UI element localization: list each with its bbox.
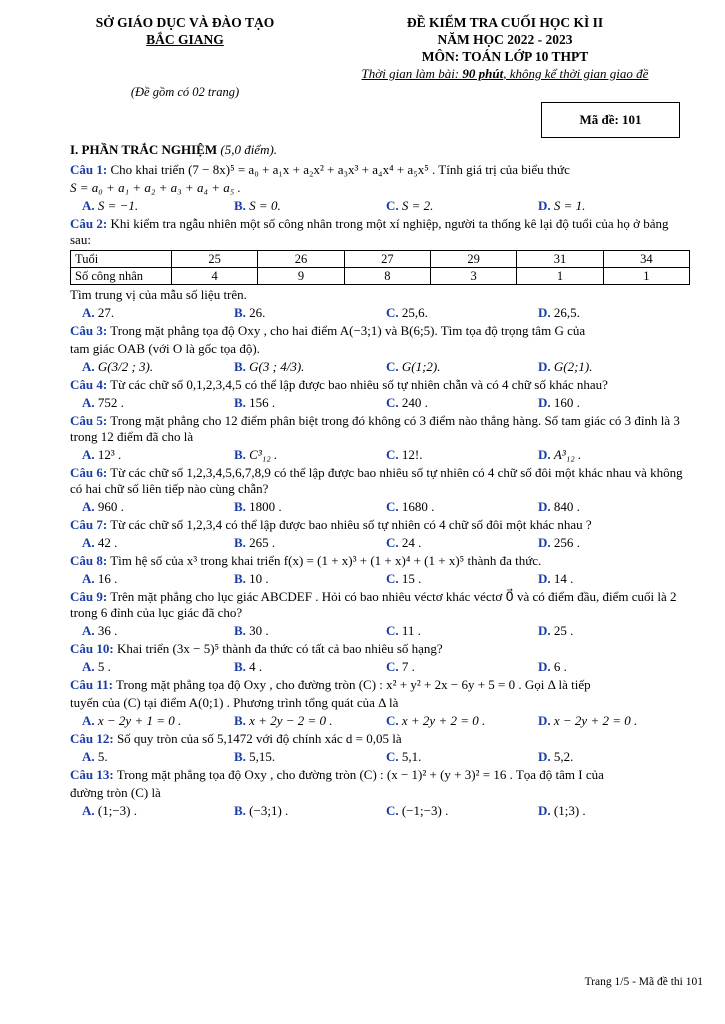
department-name: SỞ GIÁO DỤC VÀ ĐÀO TẠO: [95, 15, 275, 30]
option-b[interactable]: B. 30 .: [234, 623, 269, 638]
answer-options: [70, 447, 690, 463]
answer-options: [70, 803, 690, 819]
exam-code-box: Mã đề: 101: [541, 102, 680, 138]
option-b[interactable]: B. S = 0.: [234, 198, 281, 213]
question-number: Câu 2:: [70, 216, 108, 231]
answer-options: [70, 535, 690, 551]
option-c[interactable]: C. 15 .: [386, 571, 422, 586]
option-b[interactable]: B. 4 .: [234, 659, 263, 674]
option-c[interactable]: C. 12!.: [386, 447, 423, 462]
option-a[interactable]: A. 5.: [82, 749, 108, 764]
question-number: Câu 9:: [70, 589, 108, 604]
option-c[interactable]: C. 240 .: [386, 395, 428, 410]
option-b[interactable]: B. 1800 .: [234, 499, 282, 514]
answer-options: [70, 623, 690, 639]
answer-options: [70, 305, 690, 321]
option-a[interactable]: A. S = −1.: [82, 198, 139, 213]
page-footer: Trang 1/5 - Mã đề thi 101: [584, 976, 703, 988]
option-a[interactable]: A. 5 .: [82, 659, 111, 674]
option-a[interactable]: A. 752 .: [82, 395, 124, 410]
exam-header: [325, 14, 685, 82]
option-a[interactable]: A. 16 .: [82, 571, 118, 586]
option-a[interactable]: A. 42 .: [82, 535, 118, 550]
option-d[interactable]: D. G(2;1).: [538, 359, 593, 374]
option-a[interactable]: A. G(3/2 ; 3).: [82, 359, 154, 374]
option-c[interactable]: C. 11 .: [386, 623, 421, 638]
option-c[interactable]: C. 7 .: [386, 659, 415, 674]
question-7: Câu 7: Từ các chữ số 1,2,3,4 có thể lập được bao nhiêu số tự nhiên có 4 chữ số đôi một khác nhau ? A. 42 . B. 265 . C. 24 . D. 256 .: [70, 517, 690, 551]
question-5: Câu 5: Trong mặt phẳng cho 12 điểm phân biệt trong đó không có 3 điểm nào thẳng hàng. Số tam giác có 3 đỉnh là 3 trong 12 điểm đã cho là A. 12³ . B. C³₁₂ . C. 12!. D. A³₁₂ .: [70, 413, 690, 463]
option-a[interactable]: A. x − 2y + 1 = 0 .: [82, 713, 182, 728]
department-header: [70, 14, 300, 48]
option-b[interactable]: B. C³₁₂ .: [234, 447, 278, 462]
answer-options: [70, 749, 690, 765]
option-d[interactable]: D. 6 .: [538, 659, 567, 674]
answer-options: [70, 198, 690, 214]
question-3: Câu 3: Trong mặt phẳng tọa độ Oxy , cho hai điểm A(−3;1) và B(6;5). Tìm tọa độ trọng tâm G của tam giác OAB (với O là gốc tọa độ). A. G(3/2 ; 3). B. G(3 ; 4/3). C. G(1;2). D. G(2;1).: [70, 323, 690, 375]
option-c[interactable]: C. x + 2y + 2 = 0 .: [386, 713, 486, 728]
question-number: Câu 7:: [70, 517, 108, 532]
question-number: Câu 11:: [70, 677, 113, 692]
province-name: BẮC GIANG: [146, 32, 224, 47]
answer-options: [70, 571, 690, 587]
option-a[interactable]: A. 960 .: [82, 499, 124, 514]
option-a[interactable]: A. (1;−3) .: [82, 803, 137, 818]
table-row: Số công nhân 4 9 8 3 1 1: [71, 268, 690, 285]
option-d[interactable]: D. 840 .: [538, 499, 580, 514]
question-13: Câu 13: Trong mặt phẳng tọa độ Oxy , cho đường tròn (C) : (x − 1)² + (y + 3)² = 16 . Tọa độ tâm I của đường tròn (C) là A. (1;−3) . B. (−3;1) . C. (−1;−3) . D. (1;3) .: [70, 767, 690, 819]
page-count-note: (Đề gồm có 02 trang): [130, 85, 240, 99]
answer-options: [70, 395, 690, 411]
option-c[interactable]: C. S = 2.: [386, 198, 434, 213]
option-c[interactable]: C. 25,6.: [386, 305, 428, 320]
option-c[interactable]: C. G(1;2).: [386, 359, 441, 374]
answer-options: [70, 713, 690, 729]
option-b[interactable]: B. 5,15.: [234, 749, 276, 764]
question-number: Câu 1:: [70, 162, 108, 177]
table-row: Tuổi 25 26 27 29 31 34: [71, 251, 690, 268]
option-d[interactable]: D. 160 .: [538, 395, 580, 410]
question-number: Câu 13:: [70, 767, 114, 782]
option-c[interactable]: C. 1680 .: [386, 499, 435, 514]
question-number: Câu 6:: [70, 465, 108, 480]
question-1: Câu 1: Cho khai triển (7 − 8x)⁵ = a₀ + a₁x + a₂x² + a₃x³ + a₄x⁴ + a₅x⁵ . Tính giá trị của biểu thức S = a₀ + a₁ + a₂ + a₃ + a₄ + a₅ . A. S = −1. B. S = 0. C. S = 2. D. S = 1.: [70, 162, 690, 214]
exam-title: ĐỀ KIỂM TRA CUỐI HỌC KÌ II: [406, 15, 604, 30]
option-d[interactable]: D. 25 .: [538, 623, 574, 638]
age-table: [70, 250, 690, 285]
option-d[interactable]: D. A³₁₂ .: [538, 447, 582, 462]
question-number: Câu 8:: [70, 553, 108, 568]
option-d[interactable]: D. 256 .: [538, 535, 580, 550]
question-8: Câu 8: Tìm hệ số của x³ trong khai triển f(x) = (1 + x)³ + (1 + x)⁴ + (1 + x)⁵ thành đa thức. A. 16 . B. 10 . C. 15 . D. 14 .: [70, 553, 690, 587]
exam-content: [70, 142, 690, 821]
answer-options: [70, 359, 690, 375]
option-c[interactable]: C. 5,1.: [386, 749, 422, 764]
answer-options: [70, 499, 690, 515]
question-4: Câu 4: Từ các chữ số 0,1,2,3,4,5 có thể lập được bao nhiêu số tự nhiên chẵn và có 4 chữ số khác nhau? A. 752 . B. 156 . C. 240 . D. 160 .: [70, 377, 690, 411]
option-b[interactable]: B. 156 .: [234, 395, 276, 410]
option-b[interactable]: B. 265 .: [234, 535, 276, 550]
option-d[interactable]: D. 26,5.: [538, 305, 580, 320]
option-d[interactable]: D. S = 1.: [538, 198, 586, 213]
option-c[interactable]: C. 24 .: [386, 535, 422, 550]
option-a[interactable]: A. 27.: [82, 305, 115, 320]
question-2: Câu 2: Khi kiểm tra ngẫu nhiên một số công nhân trong một xí nghiệp, người ta thống kê lại độ tuổi của họ ở bảng sau: Tuổi 25 26 27 29 31 34 Số công nhân 4 9 8 3 1 1 Tìm trung vị của mẫu số liệu trên. A. 27. B. 26. C. 25,6. D. 26,5.: [70, 216, 690, 321]
question-number: Câu 10:: [70, 641, 114, 656]
subject-line: MÔN: TOÁN LỚP 10 THPT: [421, 49, 589, 64]
section-title: I. PHẦN TRẮC NGHIỆM (5,0 điểm).: [70, 142, 278, 157]
question-number: Câu 5:: [70, 413, 108, 428]
option-b[interactable]: B. (−3;1) .: [234, 803, 289, 818]
answer-options: [70, 659, 690, 675]
option-b[interactable]: B. x + 2y − 2 = 0 .: [234, 713, 333, 728]
option-d[interactable]: D. (1;3) .: [538, 803, 586, 818]
option-d[interactable]: D. x − 2y + 2 = 0 .: [538, 713, 638, 728]
question-10: Câu 10: Khai triển (3x − 5)⁵ thành đa thức có tất cả bao nhiêu số hạng? A. 5 . B. 4 . C. 7 . D. 6 .: [70, 641, 690, 675]
question-11: Câu 11: Trong mặt phẳng tọa độ Oxy , cho đường tròn (C) : x² + y² + 2x − 6y + 5 = 0 . Gọi Δ là tiếp tuyến của (C) tại điểm A(0;1) . Phương trình tổng quát của Δ là A. x − 2y + 1 = 0 . B. x + 2y − 2 = 0 . C. x + 2y + 2 = 0 . D. x − 2y + 2 = 0 .: [70, 677, 690, 729]
option-b[interactable]: B. 26.: [234, 305, 266, 320]
option-d[interactable]: D. 5,2.: [538, 749, 574, 764]
option-b[interactable]: B. G(3 ; 4/3).: [234, 359, 305, 374]
time-line: Thời gian làm bài: 90 phút, không kể thời gian giao đề: [361, 66, 649, 81]
question-number: Câu 3:: [70, 323, 108, 338]
question-number: Câu 4:: [70, 377, 108, 392]
option-b[interactable]: B. 10 .: [234, 571, 269, 586]
question-12: Câu 12: Số quy tròn của số 5,1472 với độ chính xác d = 0,05 là A. 5. B. 5,15. C. 5,1. D. 5,2.: [70, 731, 690, 765]
option-c[interactable]: C. (−1;−3) .: [386, 803, 449, 818]
question-9: Câu 9: Trên mặt phẳng cho lục giác ABCDEF . Hỏi có bao nhiêu véctơ khác véctơ 0⃗ và có điểm đầu, điểm cuối là 2 trong 6 đỉnh của lục giác đã cho? A. 36 . B. 30 . C. 11 . D. 25 .: [70, 589, 690, 639]
question-6: Câu 6: Từ các chữ số 1,2,3,4,5,6,7,8,9 có thể lập được bao nhiêu số tự nhiên có 4 chữ số đôi một khác nhau và không có hai chữ số liên tiếp nào cùng chẵn? A. 960 . B. 1800 . C. 1680 . D. 840 .: [70, 465, 690, 515]
school-year: NĂM HỌC 2022 - 2023: [437, 32, 573, 47]
option-a[interactable]: A. 36 .: [82, 623, 118, 638]
question-number: Câu 12:: [70, 731, 114, 746]
option-a[interactable]: A. 12³ .: [82, 447, 122, 462]
option-d[interactable]: D. 14 .: [538, 571, 574, 586]
